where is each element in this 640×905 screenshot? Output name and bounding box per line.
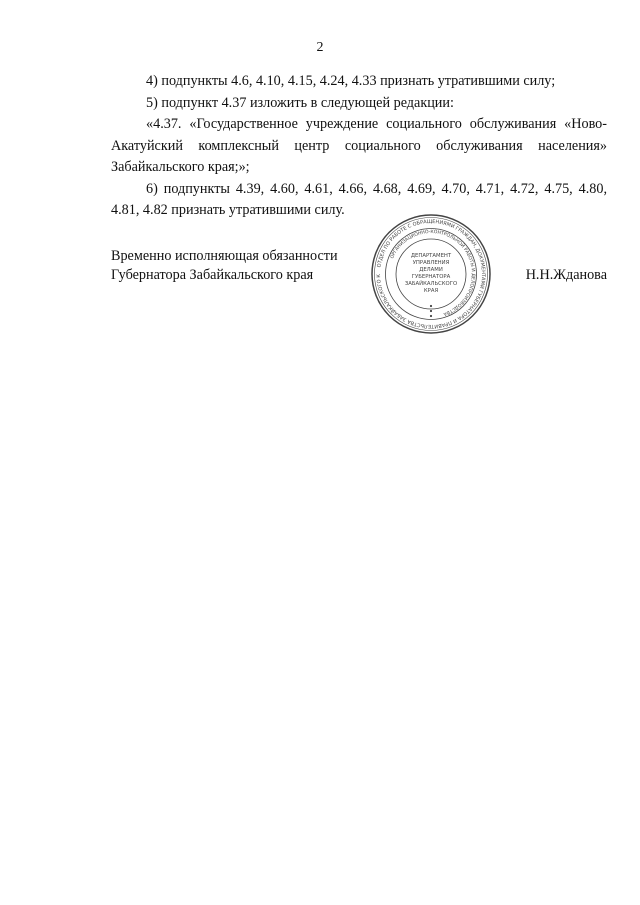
signatory-title-line-2: Губернатора Забайкальского края	[111, 267, 314, 283]
stamp-outer-ring-text: ОТДЕЛ ПО РАБОТЕ С ОБРАЩЕНИЯМИ ГРАЖДАН, ДОКУМЕНТАМИ ГУБЕРНАТОРА И ПРАВИТЕЛЬСТВА ЗАБАЙКАЛЬСКОГО К	[375, 218, 487, 330]
svg-text:ДЕЛАМИ: ДЕЛАМИ	[419, 267, 443, 273]
stamp-dot-marks	[430, 305, 432, 317]
svg-text:ДЕПАРТАМЕНТ: ДЕПАРТАМЕНТ	[410, 253, 452, 259]
stamp-inner-ring-text: ОРГАНИЗАЦИОННО-КОНТРОЛЬНОЙ РАБОТЫ И ДЕЛОПРОИЗВОДСТВА	[390, 229, 476, 316]
signatory-title	[111, 247, 338, 285]
paragraph-item-5: 5) подпункт 4.37 изложить в следующей редакции:	[146, 94, 454, 111]
paragraph-item-6: 6) подпункты 4.39, 4.60, 4.61, 4.66, 4.68, 4.69, 4.70, 4.71, 4.72, 4.75, 4.80, 4.81, 4.82 признать утратившими силу.	[111, 180, 607, 218]
stamp-center-text	[405, 253, 457, 294]
paragraph-new-wording: «4.37. «Государственное учреждение социального обслуживания «Ново-Акатуйский комплексный центр социального обслуживания населения» Забайкальского края;»;	[111, 116, 607, 175]
paragraph-item-4: 4) подпункты 4.6, 4.10, 4.15, 4.24, 4.33 признать утратившими силу;	[146, 73, 556, 89]
signatory-name: Н.Н.Жданова	[525, 267, 607, 283]
svg-text:УПРАВЛЕНИЯ: УПРАВЛЕНИЯ	[412, 260, 450, 266]
svg-text:ЗАБАЙКАЛЬСКОГО: ЗАБАЙКАЛЬСКОГО	[404, 281, 458, 287]
svg-text:ГУБЕРНАТОРА: ГУБЕРНАТОРА	[411, 274, 451, 280]
official-stamp	[369, 212, 493, 336]
svg-text:КРАЯ: КРАЯ	[423, 288, 439, 294]
page-number: 2	[316, 40, 324, 55]
signatory-title-line-1: Временно исполняющая обязанности	[111, 248, 338, 264]
document-body	[111, 71, 607, 222]
